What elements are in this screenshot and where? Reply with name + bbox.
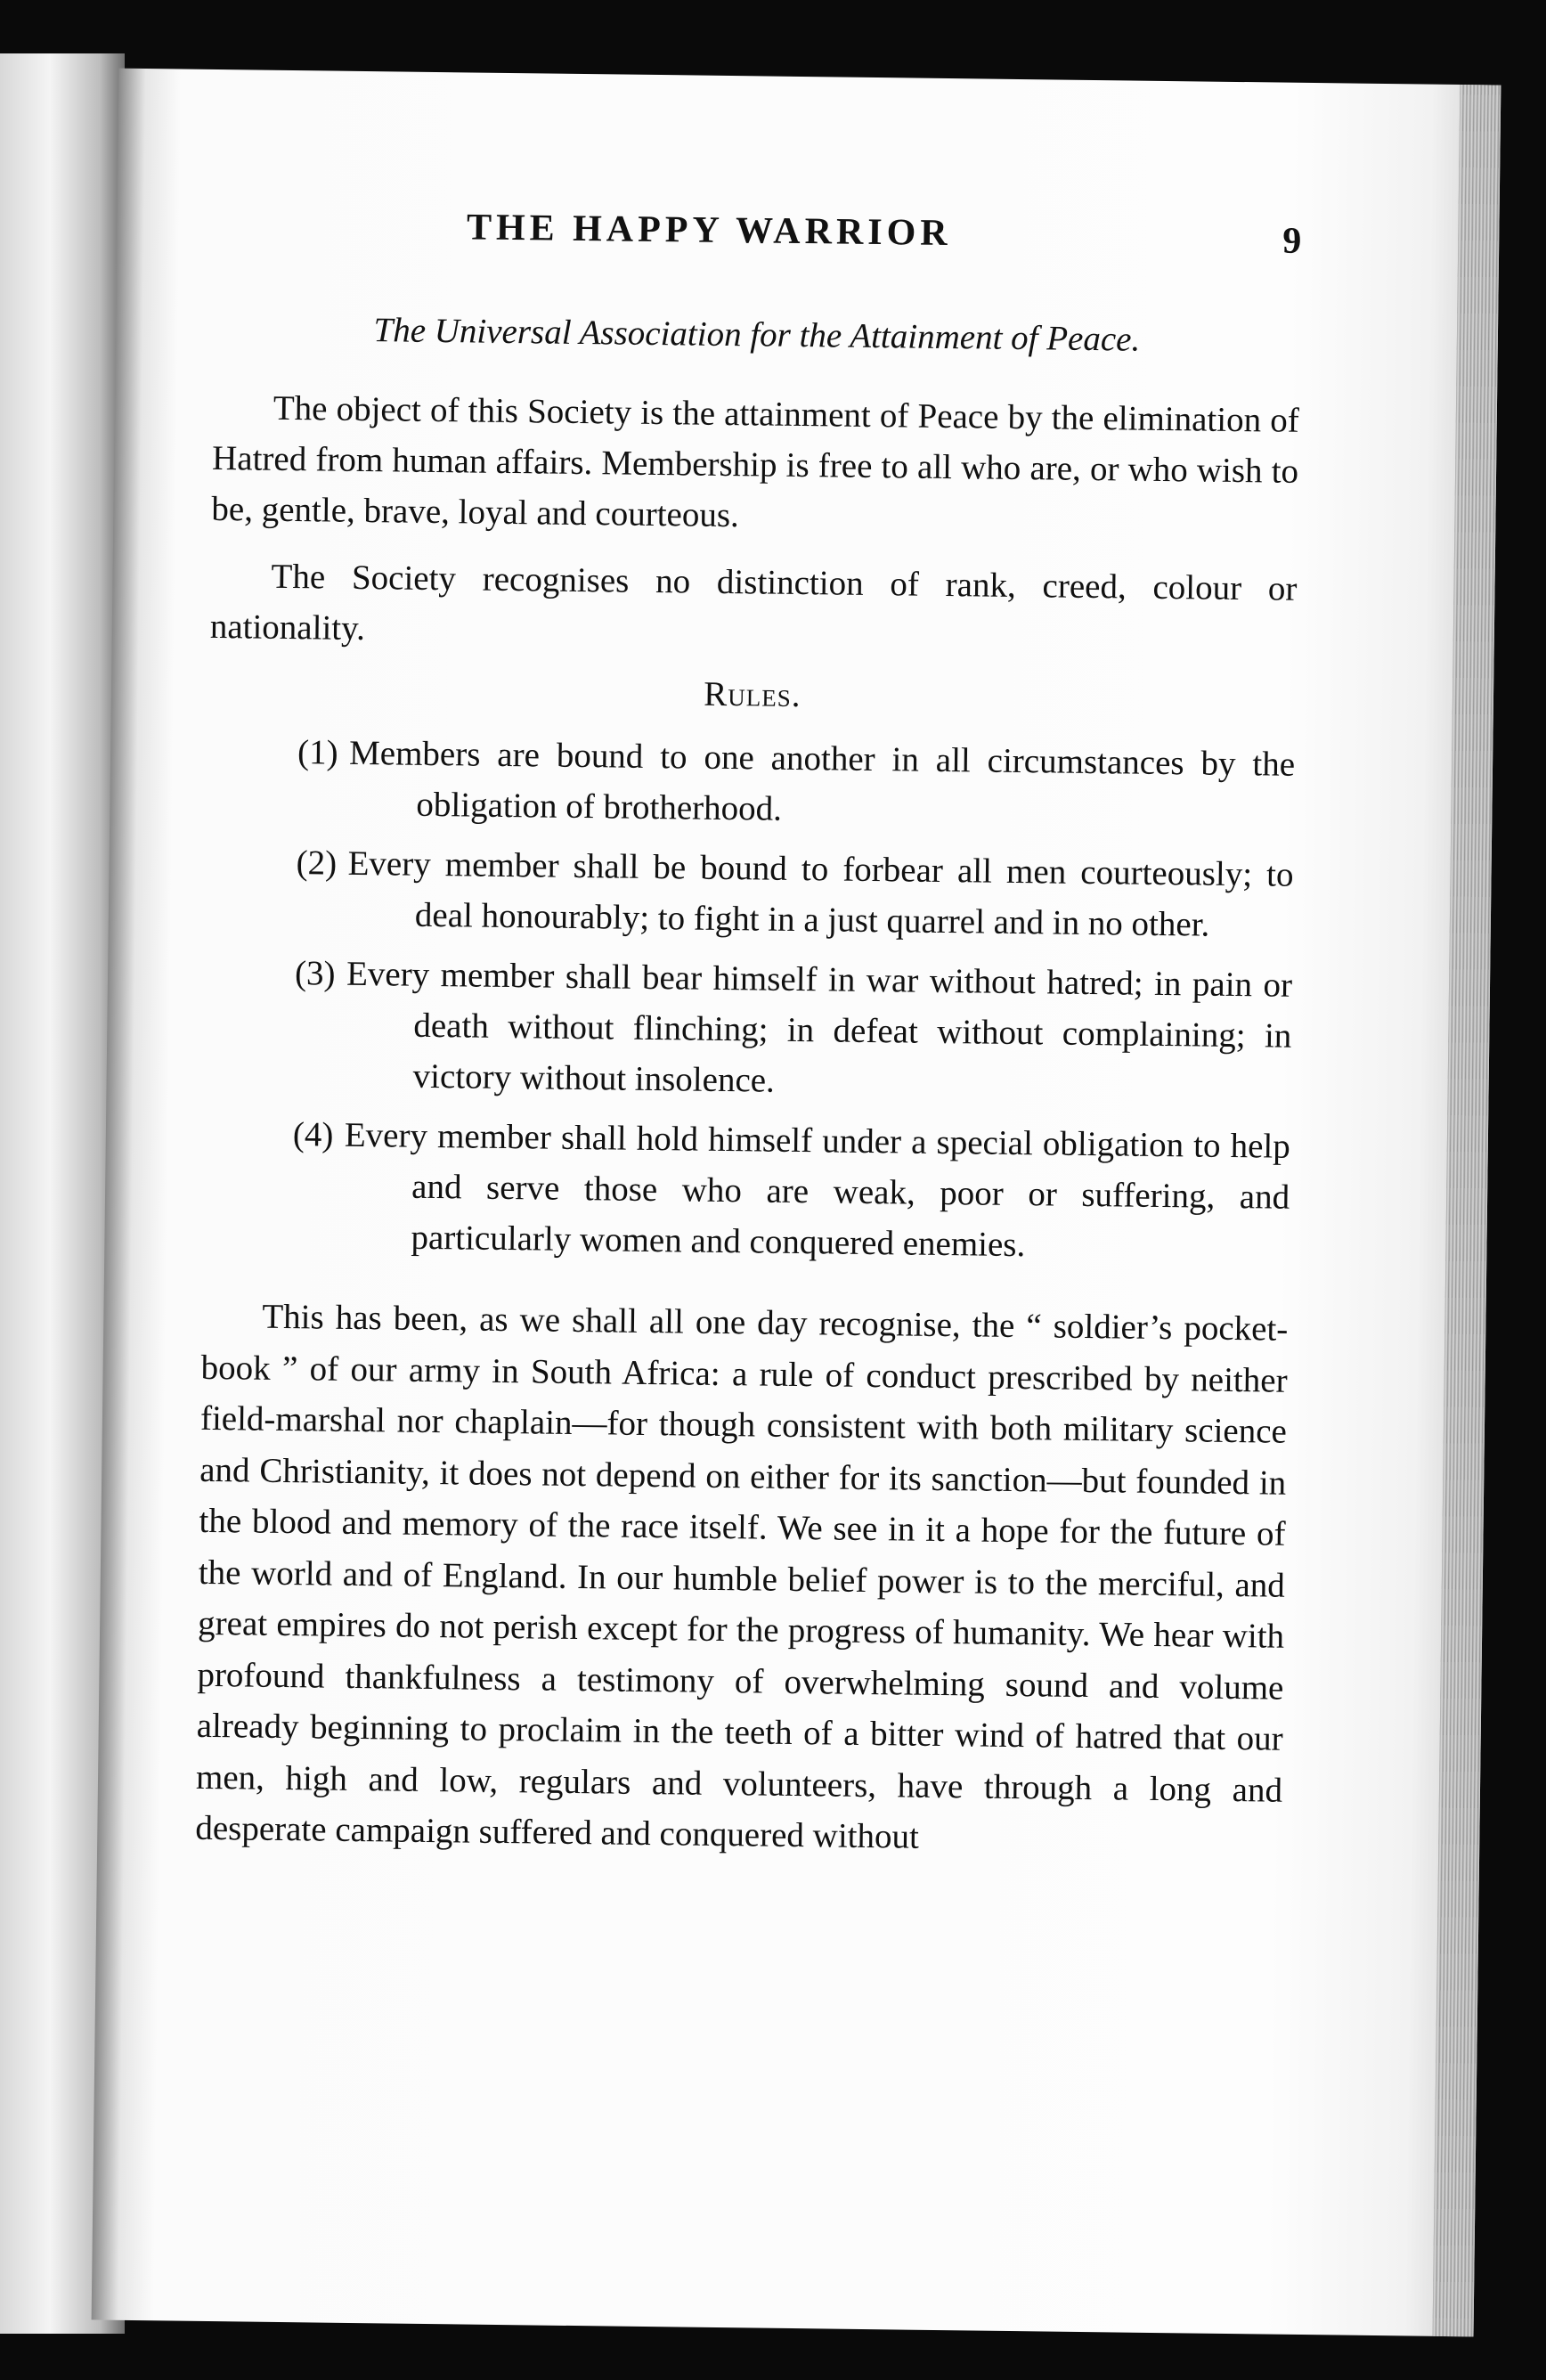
- rules-list: [202, 726, 1295, 1274]
- rule-text: Every member shall hold himself under a special obligation to help and serve those who are weak, poor or suffering, and particularly women and conquered enemies.: [344, 1115, 1291, 1265]
- rule-item: [291, 1109, 1290, 1274]
- page-stack-edge: [1433, 85, 1501, 2336]
- rule-text: Every member shall bear himself in war without hatred; in pain or death without flinching; in defeat without complaining; in victory without insolence.: [346, 954, 1293, 1100]
- section-title: The Universal Association for the Attainment of Peace.: [373, 311, 1141, 359]
- rule-item: [297, 727, 1295, 841]
- paragraph-object: The object of this Society is the attainment of Peace by the elimination of Hatred from human affairs. Membership is free to all who are, or who wish to be, gentle, brave, loyal and courteous.: [211, 388, 1300, 535]
- page-text-block: [195, 203, 1302, 1867]
- rules-heading: Rules.: [704, 674, 801, 715]
- rule-item: [293, 948, 1292, 1113]
- rule-text: Members are bound to one another in all circumstances by the obligation of brotherhood.: [348, 733, 1296, 828]
- closing-paragraph: This has been, as we shall all one day recognise, the “ soldier’s pocket-book ” of our army in South Africa: a rule of conduct prescribed by neither field-marshal nor chaplain—for though consistent with both military science and Christianity, it does not depend on either for its sanction—but founded in the blood and memory of the race itself. We see in it a hope for the future of the world and of England. In our humble belief power is to the merciful, and great empires do not perish except for the progress of humanity. We hear with profound thankfulness a testimony of overwhelming sound and volume already beginning to proclaim in the teeth of a bitter wind of hatred that our men, high and low, regulars and volunteers, have through a long and desperate campaign suffered and conquered without: [195, 1297, 1289, 1856]
- rule-number: (2): [296, 844, 338, 883]
- rule-number: (4): [292, 1115, 334, 1154]
- rule-number: (3): [294, 954, 336, 993]
- page-header: [215, 203, 1302, 279]
- running-head: THE HAPPY WARRIOR: [466, 207, 952, 255]
- book-page: [92, 69, 1501, 2337]
- page-number: 9: [1282, 220, 1302, 262]
- rule-text: Every member shall be bound to forbear all men courteously; to deal honourably; to fight in a just quarrel and in no other.: [347, 844, 1294, 944]
- paragraph-distinction: The Society recognises no distinction of rank, creed, colour or nationality.: [209, 557, 1298, 648]
- rule-item: [296, 837, 1294, 951]
- rule-number: (1): [297, 733, 338, 772]
